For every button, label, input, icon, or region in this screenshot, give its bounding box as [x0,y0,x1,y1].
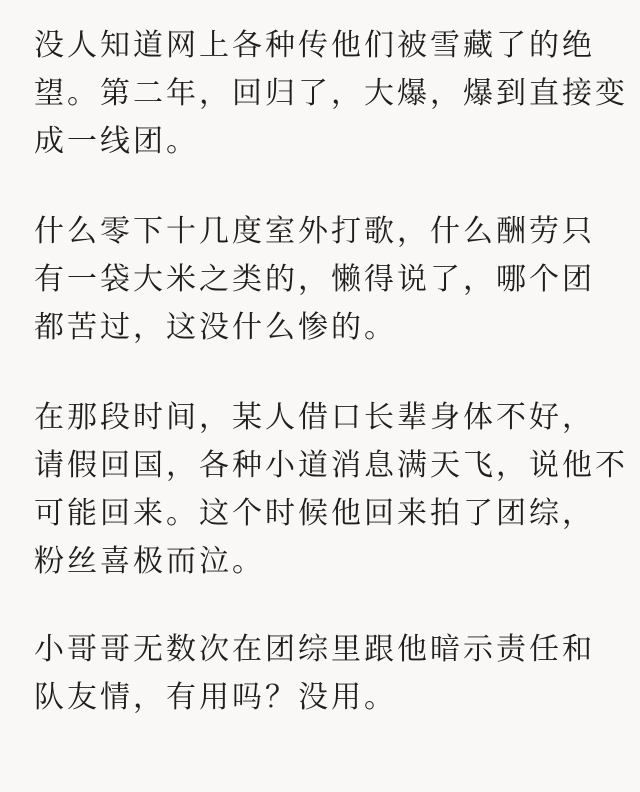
paragraph-1 [34,22,628,166]
paragraph-spacer [34,352,612,394]
paragraph-3 [34,394,628,586]
text-line: 成一线团。 [34,124,199,159]
text-line: 在那段时间，某人借口长辈身体不好， [34,400,595,435]
text-line: 都苦过，这没什么惨的。 [34,310,397,345]
paragraph-4 [34,626,612,722]
text-line: 粉丝喜极而泣。 [34,544,265,579]
text-line: 小哥哥无数次在团综里跟他暗示责任和 [34,632,595,667]
text-line: 队友情，有用吗？没用。 [34,680,397,715]
paragraph-spacer [34,586,612,626]
paragraph-2 [34,208,612,352]
text-line: 请假回国，各种小道消息满天飞，说他不 [34,448,628,483]
text-line: 望。第二年，回归了，大爆，爆到直接变 [34,76,628,111]
text-line: 有一袋大米之类的，懒得说了，哪个团 [34,262,595,297]
text-line: 什么零下十几度室外打歌，什么酬劳只 [34,214,595,249]
text-line: 可能回来。这个时候他回来拍了团综， [34,496,595,531]
paragraph-spacer [34,166,612,208]
text-line: 没人知道网上各种传他们被雪藏了的绝 [34,28,595,63]
